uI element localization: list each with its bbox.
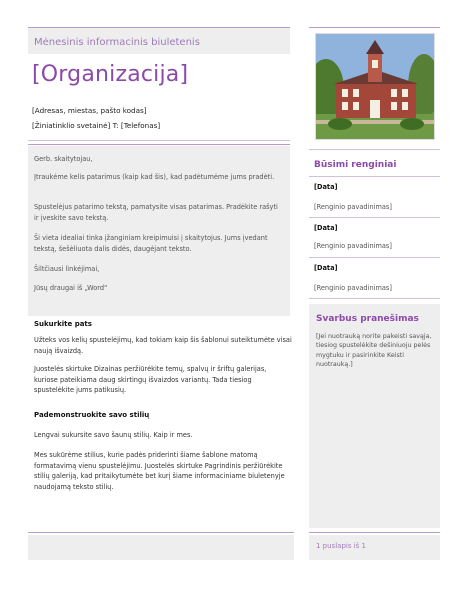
schoolhouse-photo[interactable] bbox=[315, 33, 435, 140]
body-paragraph-1[interactable]: Užteks vos kelių spustelėjimų, kad tokiam kaip šis šablonui suteiktumėte visai naują išvaizdą. bbox=[34, 336, 292, 355]
header-divider bbox=[28, 140, 290, 141]
event-divider-1 bbox=[309, 217, 440, 218]
letter-greeting: Gerb. skaitytojau, bbox=[34, 155, 93, 163]
event-name-2[interactable]: [Renginio pavadinimas] bbox=[314, 242, 392, 250]
event-date-1[interactable]: [Data] bbox=[314, 183, 338, 191]
body-paragraph-3[interactable]: Lengvai sukursite savo šaunų stilių. Kaip ir mes. bbox=[34, 431, 193, 439]
events-heading-rule bbox=[309, 176, 440, 177]
organization-name[interactable]: [Organizacija] bbox=[32, 62, 189, 87]
page-number[interactable]: 1 puslapis iš 1 bbox=[309, 535, 440, 560]
notice-text: [Jei nuotrauką norite pakeisti savąja, tiesiog spustelėkite dešiniuoju pelės mygtuku ir pasirinkite Keisti nuotrauką.] bbox=[316, 333, 432, 369]
event-name-1[interactable]: [Renginio pavadinimas] bbox=[314, 203, 392, 211]
events-heading[interactable]: Būsimi renginiai bbox=[314, 160, 397, 170]
body-paragraph-2[interactable]: Juostelės skirtuke Dizainas peržiūrėkite temų, spalvų ir šriftų galerijas, kuriose pateikiama daug skirtingų išvaizdos variantų. Tada tiesiog spustelėkite jums patikusių. bbox=[34, 365, 267, 394]
letter-closing: Šiltčiausi linkėjimai, bbox=[34, 265, 100, 273]
events-top-rule bbox=[309, 149, 440, 150]
issue-label[interactable]: Mėnesinis informacinis biuletenis bbox=[28, 28, 290, 54]
important-notice-panel[interactable] bbox=[309, 304, 440, 528]
letter-paragraph-2: Spustelėjus patarimo tekstą, pamatysite visas patarimas. Pradėkite rašyti ir įveskite savo tekstą. bbox=[34, 203, 278, 222]
address-line[interactable]: [Adresas, miestas, pašto kodas] bbox=[32, 106, 147, 115]
footer-rule-right bbox=[309, 532, 440, 533]
event-divider-2 bbox=[309, 257, 440, 258]
reader-letter-panel[interactable] bbox=[28, 146, 290, 316]
section-heading-create[interactable]: Sukurkite pats bbox=[34, 320, 92, 328]
website-phone-line[interactable]: [Žiniatinklio svetainė] T: [Telefonas] bbox=[32, 121, 161, 130]
footer-bar bbox=[28, 535, 294, 560]
event-date-2[interactable]: [Data] bbox=[314, 224, 338, 232]
event-date-3[interactable]: [Data] bbox=[314, 264, 338, 272]
notice-heading: Svarbus pranešimas bbox=[316, 314, 419, 324]
section-heading-style[interactable]: Pademonstruokite savo stilių bbox=[34, 411, 150, 419]
letter-signature: Jūsų draugai iš „Word“ bbox=[34, 284, 108, 292]
letter-paragraph-1: Įtraukėme kelis patarimus (kaip kad šis), kad padėtumėme jums pradėti. bbox=[34, 173, 275, 181]
schoolhouse-illustration bbox=[316, 34, 434, 139]
top-rule-right bbox=[309, 27, 440, 28]
footer-rule-left bbox=[28, 532, 294, 533]
letter-paragraph-3: Ši vieta idealiai tinka įžanginiam kreipimuisi į skaitytojus. Jums įvedant tekstą, šešėliuota dalis didės, daugėjant teksto. bbox=[34, 234, 268, 253]
letter-top-rule bbox=[28, 144, 290, 145]
event-name-3[interactable]: [Renginio pavadinimas] bbox=[314, 284, 392, 292]
body-paragraph-4[interactable]: Mes sukūrėme stilius, kurie padės priderinti šiame šablone matomą formatavimą vienu spustelėjimu. Juostelės skirtuke Pagrindinis peržiūrėkite stilių galeriją, kad pritaikytumėte bet kurį šiame informaciniame biuletenyje naudojamą teksto stilių. bbox=[34, 451, 285, 491]
event-divider-3 bbox=[309, 298, 440, 299]
